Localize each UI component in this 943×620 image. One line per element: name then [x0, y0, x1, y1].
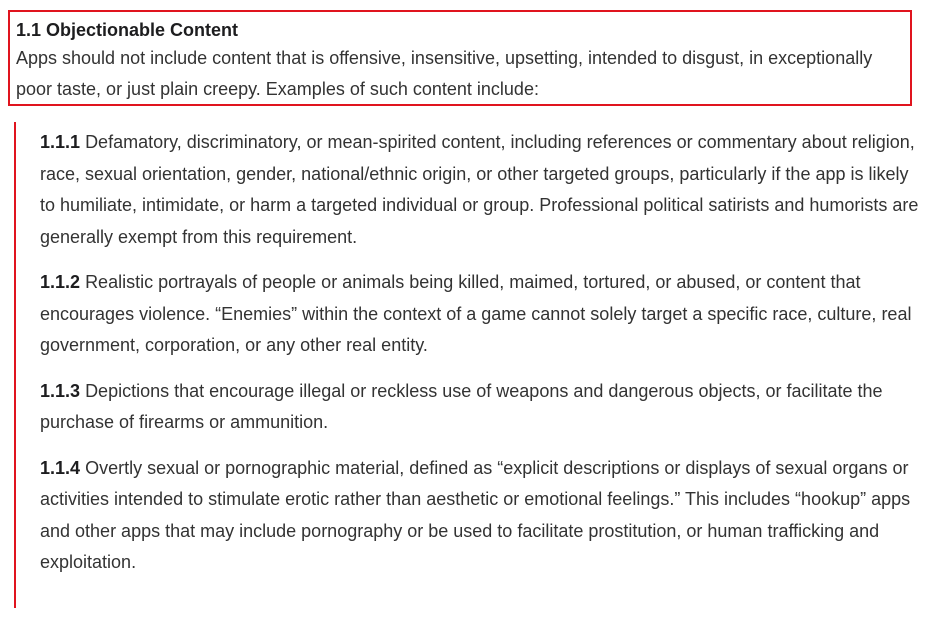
item-number: 1.1.1 — [40, 132, 81, 152]
section-highlight-box — [8, 10, 912, 106]
subsection-list — [40, 127, 920, 593]
item-text: Overtly sexual or pornographic material, defined as “explicit descriptions or displays of sexual organs or activities intended to stimulate erotic rather than aesthetic or emotional feelings.” This includes “hookup” apps and other apps that may include pornography or be used to facilitate prostitution, or human trafficking and exploitation. — [40, 457, 911, 572]
item-text: Depictions that encourage illegal or reckless use of weapons and dangerous objects, or facilitate the purchase of firearms or ammunition. — [40, 380, 883, 432]
list-item — [40, 267, 920, 362]
section-intro: Apps should not include content that is offensive, insensitive, upsetting, intended to disgust, in exceptionally poor taste, or just plain creepy. Examples of such content include: — [16, 48, 873, 99]
section-title: 1.1 Objectionable Content — [16, 20, 239, 40]
list-item — [40, 453, 920, 579]
subsection-highlight-bar — [14, 122, 16, 608]
item-number: 1.1.4 — [40, 457, 81, 478]
item-number: 1.1.3 — [40, 380, 81, 401]
item-text: Realistic portrayals of people or animals being killed, maimed, tortured, or abused, or content that encourages violence. “Enemies” within the context of a game cannot solely target a specific race, culture, real government, corporation, or any other real entity. — [40, 272, 912, 355]
list-item — [40, 127, 920, 253]
item-text: Defamatory, discriminatory, or mean-spirited content, including references or commentary about religion, race, sexual orientation, gender, national/ethnic origin, or other targeted groups, particularly if the app is likely to humiliate, intimidate, or harm a targeted individual or group. Professional political satirists and humorists are generally exempt from this requirement. — [40, 132, 919, 247]
item-number: 1.1.2 — [40, 272, 81, 292]
list-item — [40, 376, 920, 439]
